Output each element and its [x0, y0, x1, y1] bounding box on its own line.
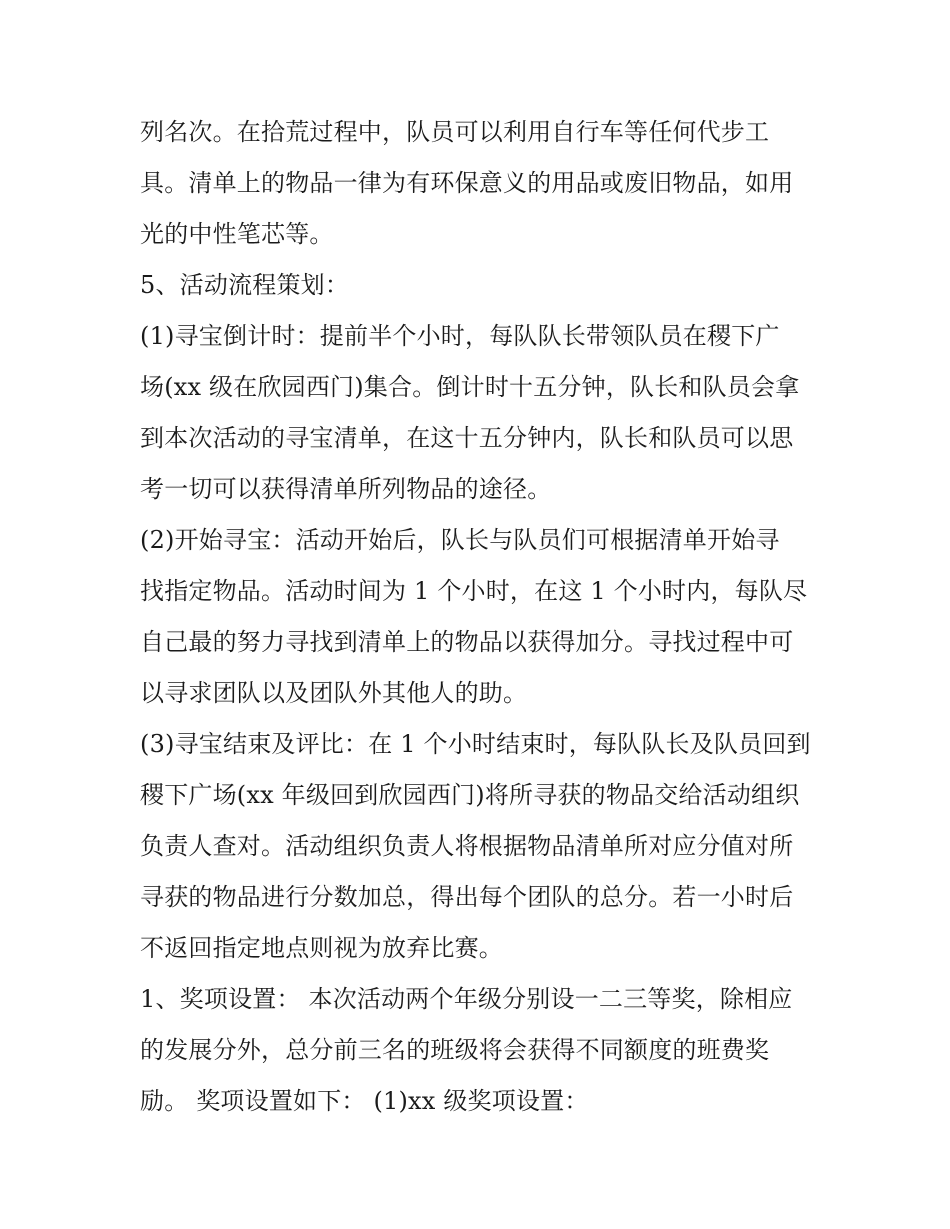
text-line-17: 不返回指定地点则视为放弃比赛。 — [140, 934, 503, 962]
text-line-12: 以寻求团队以及团队外其他人的助。 — [140, 679, 528, 707]
text-line-14: 稷下广场(xx 年级回到欣园西门)将所寻获的物品交给活动组织 — [140, 781, 800, 809]
text-line-10: 找指定物品。活动时间为 1 个小时，在这 1 个小时内，每队尽 — [140, 577, 808, 605]
text-line-5: (1)寻宝倒计时：提前半个小时，每队队长带领队员在稷下广 — [140, 322, 780, 350]
text-line-3: 光的中性笔芯等。 — [140, 220, 334, 248]
text-line-2: 具。清单上的物品一律为有环保意义的用品或废旧物品，如用 — [140, 169, 794, 197]
text-line-9: (2)开始寻宝：活动开始后，队长与队员们可根据清单开始寻 — [140, 526, 780, 554]
text-line-8: 考一切可以获得清单所列物品的途径。 — [140, 475, 552, 503]
text-line-13: (3)寻宝结束及评比：在 1 个小时结束时，每队队长及队员回到 — [140, 730, 811, 758]
section-heading-awards: 1、奖项设置： 本次活动两个年级分别设一二三等奖，除相应 — [140, 985, 793, 1013]
text-line-16: 寻获的物品进行分数加总，得出每个团队的总分。若一小时后 — [140, 883, 794, 911]
text-line-20: 励。 奖项设置如下： (1)xx 级奖项设置： — [140, 1087, 589, 1115]
text-line-1: 列名次。在拾荒过程中，队员可以利用自行车等任何代步工 — [140, 118, 770, 146]
text-line-15: 负责人查对。活动组织负责人将根据物品清单所对应分值对所 — [140, 832, 794, 860]
document-body — [140, 107, 820, 1127]
text-line-7: 到本次活动的寻宝清单，在这十五分钟内，队长和队员可以思 — [140, 424, 794, 452]
text-line-6: 场(xx 级在欣园西门)集合。倒计时十五分钟，队长和队员会拿 — [140, 373, 800, 401]
section-heading-process: 5、活动流程策划： — [140, 271, 350, 299]
text-line-11: 自己最的努力寻找到清单上的物品以获得加分。寻找过程中可 — [140, 628, 794, 656]
text-line-19: 的发展分外，总分前三名的班级将会获得不同额度的班费奖 — [140, 1036, 770, 1064]
